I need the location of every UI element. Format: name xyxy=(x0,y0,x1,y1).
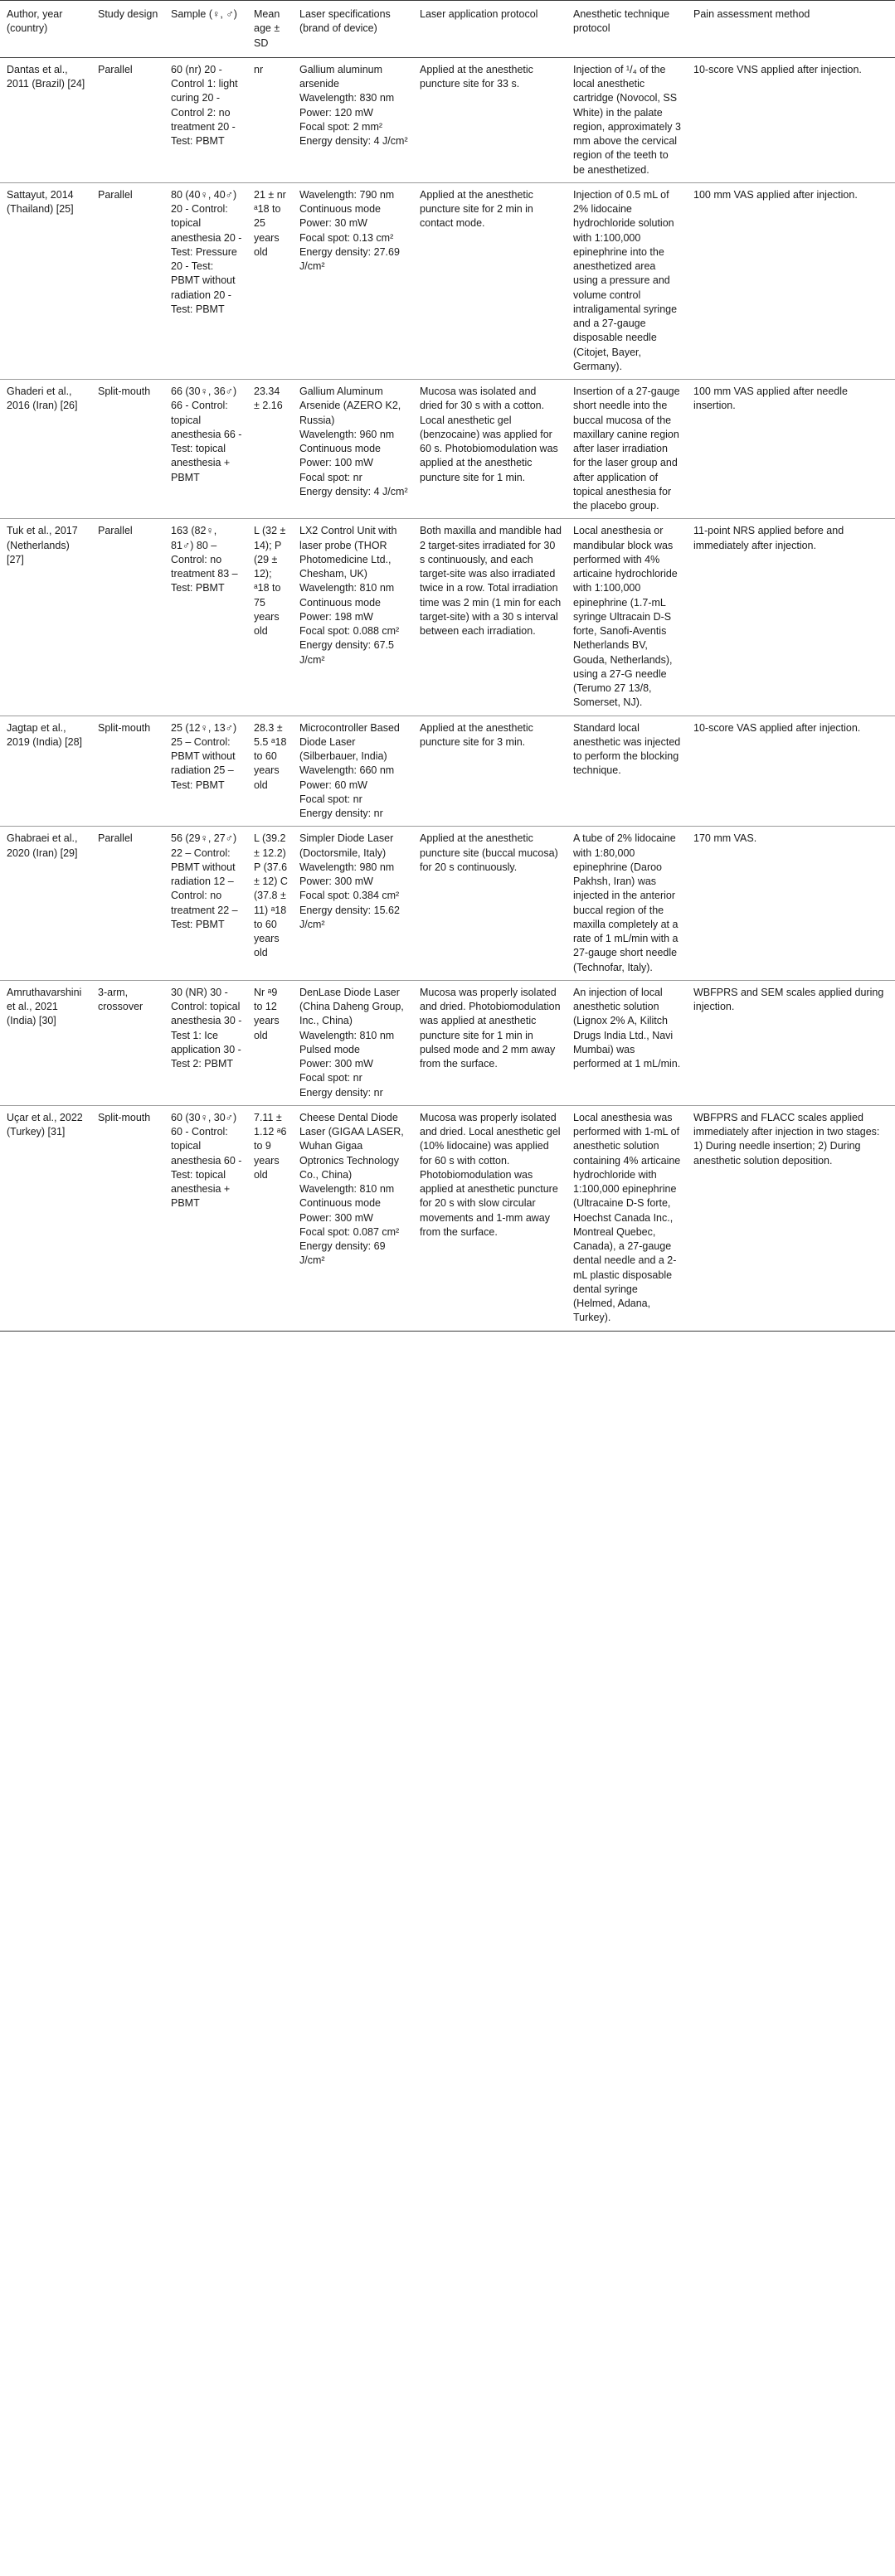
column-header: Sample (♀, ♂) xyxy=(164,1,247,58)
header-row xyxy=(0,1,895,58)
age-cell: L (39.2 ± 12.2) P (37.6 ± 12) C (37.8 ± 11) ᵃ18 to 60 years old xyxy=(247,827,293,981)
laser-line: Continuous mode xyxy=(299,443,381,454)
anesthetic-cell: Injection of ¹/₄ of the local anesthetic cartridge (Novocol, SS White) in the palate region, approximately 3 mm above the cervical region of the teeth to be anesthetized. xyxy=(567,57,687,182)
sample-cell xyxy=(164,380,247,519)
column-header: Mean age ± SD xyxy=(247,1,293,58)
pain-cell: WBFPRS and SEM scales applied during injection. xyxy=(687,980,895,1105)
pain-cell: 100 mm VAS applied after needle insertion. xyxy=(687,380,895,519)
laser-line: Wavelength: 810 nm xyxy=(299,1029,395,1041)
laser-line: Pulsed mode xyxy=(299,1043,360,1055)
anesthetic-cell: Local anesthesia was performed with 1-mL of anesthetic solution containing 4% articaine hydrochloride with 1:100,000 epinephrine (Ultracaine D-S forte, Hoechst Canada Inc., Montreal Quebec, Canada), a 27-gauge dental needle and a 2-mL plastic disposable dental syringe (Helmed, Adana, Turkey). xyxy=(567,1105,687,1331)
laser-line: Energy density: 15.62 J/cm² xyxy=(299,904,400,930)
design-cell: Split-mouth xyxy=(91,1105,164,1331)
sample-line: 60 (30♀, 30♂) 60 - Control: topical anesthesia 60 - Test: topical anesthesia + PBMT xyxy=(171,1111,242,1210)
laser-line: LX2 Control Unit with laser probe (THOR Photomedicine Ltd., Chesham, UK) xyxy=(299,525,397,580)
design-cell: Parallel xyxy=(91,57,164,182)
author-cell: Dantas et al., 2011 (Brazil) [24] xyxy=(0,57,91,182)
laser-line: Wavelength: 960 nm xyxy=(299,428,395,440)
anesthetic-cell: A tube of 2% lidocaine with 1:80,000 epinephrine (Daroo Pakhsh, Iran) was injected in the anterior buccal region of the maxilla completely at a rate of 1 mL/min with a 27-gauge short needle (Technofar, Italy). xyxy=(567,827,687,981)
laser-line: Focal spot: 0.13 cm² xyxy=(299,231,394,244)
laser-line: Continuous mode xyxy=(299,1197,381,1210)
age-cell: nr xyxy=(247,57,293,182)
laser-line: Cheese Dental Diode Laser (GIGAA LASER, Wuhan Gigaa Optronics Technology Co., China) xyxy=(299,1111,404,1181)
laser-line: Power: 30 mW xyxy=(299,217,367,230)
table-row xyxy=(0,827,895,981)
laser-line: Wavelength: 810 nm xyxy=(299,1183,395,1195)
application-cell: Mucosa was properly isolated and dried. Photobiomodulation was applied at anesthetic puncture site for 1 min in pulsed mode and 2 mm away from the surface. xyxy=(413,980,567,1105)
design-cell: Parallel xyxy=(91,182,164,379)
design-cell: Split-mouth xyxy=(91,716,164,827)
application-cell: Applied at the anesthetic puncture site for 2 min in contact mode. xyxy=(413,182,567,379)
sample-line: 25 (12♀, 13♂) 25 – Control: PBMT without radiation 25 – Test: PBMT xyxy=(171,721,237,791)
author-cell: Jagtap et al., 2019 (India) [28] xyxy=(0,716,91,827)
laser-line: Power: 60 mW xyxy=(299,779,367,791)
design-cell: Split-mouth xyxy=(91,380,164,519)
laser-line: DenLase Diode Laser (China Daheng Group, Inc., China) xyxy=(299,986,404,1027)
laser-line: Focal spot: 0.087 cm² xyxy=(299,1225,400,1238)
laser-line: Continuous mode xyxy=(299,203,381,215)
laser-cell xyxy=(293,827,413,981)
laser-line: Energy density: nr xyxy=(299,1086,383,1099)
laser-line: Power: 300 mW xyxy=(299,876,373,887)
sample-line: 60 (nr) 20 - Control 1: light curing 20 - Control 2: no treatment 20 - Test: PBMT xyxy=(171,63,238,147)
age-cell: L (32 ± 14); P (29 ± 12); ᵃ18 to 75 years old xyxy=(247,519,293,716)
application-cell: Applied at the anesthetic puncture site (buccal mucosa) for 20 s continuously. xyxy=(413,827,567,981)
pain-cell: 10-score VAS applied after injection. xyxy=(687,716,895,827)
table-body xyxy=(0,57,895,1331)
sample-cell xyxy=(164,57,247,182)
design-cell: Parallel xyxy=(91,827,164,981)
laser-cell xyxy=(293,519,413,716)
laser-line: Power: 300 mW xyxy=(299,1058,373,1070)
pain-cell: 100 mm VAS applied after injection. xyxy=(687,182,895,379)
anesthetic-cell: Local anesthesia or mandibular block was performed with 4% articaine hydrochloride with 1:100,000 epinephrine (1.7-mL syringe Ultracain D-S forte, Sanofi-Aventis Netherlands BV, Gouda, Netherlands), using a 27-G needle (Terumo 27 13/8, Somerset, NJ). xyxy=(567,519,687,716)
laser-line: Power: 120 mW xyxy=(299,106,373,119)
table-row xyxy=(0,57,895,182)
laser-line: Focal spot: 0.088 cm² xyxy=(299,625,400,637)
laser-line: Power: 198 mW xyxy=(299,610,373,623)
pain-cell: 11-point NRS applied before and immediately after injection. xyxy=(687,519,895,716)
column-header: Laser application protocol xyxy=(413,1,567,58)
anesthetic-cell: Standard local anesthetic was injected to perform the blocking technique. xyxy=(567,716,687,827)
laser-line: Energy density: nr xyxy=(299,808,383,819)
pain-cell: WBFPRS and FLACC scales applied immediately after injection in two stages: 1) During needle insertion; 2) During anesthetic solution deposition. xyxy=(687,1105,895,1331)
laser-cell xyxy=(293,380,413,519)
sample-line: 163 (82♀, 81♂) 80 – Control: no treatment 83 – Test: PBMT xyxy=(171,525,238,594)
table-row xyxy=(0,980,895,1105)
column-header: Laser specifications (brand of device) xyxy=(293,1,413,58)
laser-line: Wavelength: 810 nm xyxy=(299,582,395,594)
author-cell: Sattayut, 2014 (Thailand) [25] xyxy=(0,182,91,379)
laser-cell xyxy=(293,57,413,182)
laser-line: Focal spot: nr xyxy=(299,793,362,805)
laser-line: Energy density: 69 J/cm² xyxy=(299,1240,386,1267)
sample-cell xyxy=(164,980,247,1105)
laser-line: Wavelength: 830 nm xyxy=(299,92,395,104)
application-cell: Both maxilla and mandible had 2 target-sites irradiated for 30 s continuously, and each target-site was also irradiated twice in a row. Total irradiation time was 2 min (1 min for each target-site) with a 30 s interval between each irradiation. xyxy=(413,519,567,716)
laser-line: Gallium aluminum arsenide xyxy=(299,63,383,90)
laser-line: Energy density: 67.5 J/cm² xyxy=(299,639,394,666)
author-cell: Ghabraei et al., 2020 (Iran) [29] xyxy=(0,827,91,981)
anesthetic-cell: Insertion of a 27-gauge short needle into the buccal mucosa of the maxillary canine region after laser irradiation for the laser group and after application of topical anesthesia for the placebo group. xyxy=(567,380,687,519)
application-cell: Mucosa was properly isolated and dried. Local anesthetic gel (10% lidocaine) was applied for 60 s with cotton. Photobiomodulation was applied at anesthetic puncture for 20 s with slow circular movements and 1-mm away from the surface. xyxy=(413,1105,567,1331)
application-cell: Applied at the anesthetic puncture site for 3 min. xyxy=(413,716,567,827)
design-cell: Parallel xyxy=(91,519,164,716)
sample-cell xyxy=(164,519,247,716)
laser-line: Energy density: 4 J/cm² xyxy=(299,135,408,147)
author-cell: Uçar et al., 2022 (Turkey) [31] xyxy=(0,1105,91,1331)
column-header: Author, year (country) xyxy=(0,1,91,58)
column-header: Pain assessment method xyxy=(687,1,895,58)
age-cell: 28.3 ± 5.5 ᵃ18 to 60 years old xyxy=(247,716,293,827)
table-row xyxy=(0,1105,895,1331)
laser-line: Focal spot: 2 mm² xyxy=(299,120,383,133)
laser-cell xyxy=(293,1105,413,1331)
sample-cell xyxy=(164,827,247,981)
sample-line: 80 (40♀, 40♂) 20 - Control: topical anesthesia 20 - Test: Pressure 20 - Test: PBMT without radiation 20 - Test: PBMT xyxy=(171,188,242,315)
sample-cell xyxy=(164,1105,247,1331)
laser-line: Continuous mode xyxy=(299,596,381,609)
column-header: Study design xyxy=(91,1,164,58)
age-cell: 21 ± nr ᵃ18 to 25 years old xyxy=(247,182,293,379)
laser-line: Microcontroller Based Diode Laser (Silberbauer, India) xyxy=(299,721,400,762)
laser-cell xyxy=(293,716,413,827)
laser-line: Wavelength: 790 nm xyxy=(299,188,395,201)
pain-cell: 10-score VNS applied after injection. xyxy=(687,57,895,182)
sample-line: 56 (29♀, 27♂) 22 – Control: PBMT without radiation 12 – Control: no treatment 22 – Test: PBMT xyxy=(171,832,238,930)
author-cell: Tuk et al., 2017 (Netherlands) [27] xyxy=(0,519,91,716)
laser-line: Energy density: 4 J/cm² xyxy=(299,485,408,497)
table-row xyxy=(0,519,895,716)
laser-line: Gallium Aluminum Arsenide (AZERO K2, Russia) xyxy=(299,386,401,426)
laser-line: Focal spot: 0.384 cm² xyxy=(299,890,400,902)
age-cell: 23.34 ± 2.16 xyxy=(247,380,293,519)
laser-line: Simpler Diode Laser (Doctorsmile, Italy) xyxy=(299,832,394,859)
laser-line: Wavelength: 980 nm xyxy=(299,861,395,873)
sample-line: 30 (NR) 30 - Control: topical anesthesia 30 - Test 1: Ice application 30 - Test 2: PBMT xyxy=(171,986,242,1070)
laser-cell xyxy=(293,182,413,379)
column-header: Anesthetic technique protocol xyxy=(567,1,687,58)
laser-line: Focal spot: nr xyxy=(299,1072,362,1084)
author-cell: Ghaderi et al., 2016 (Iran) [26] xyxy=(0,380,91,519)
design-cell: 3-arm, crossover xyxy=(91,980,164,1105)
age-cell: 7.11 ± 1.12 ᵃ6 to 9 years old xyxy=(247,1105,293,1331)
table-row xyxy=(0,182,895,379)
laser-cell xyxy=(293,980,413,1105)
age-cell: Nr ᵃ9 to 12 years old xyxy=(247,980,293,1105)
pain-cell: 170 mm VAS. xyxy=(687,827,895,981)
laser-line: Energy density: 27.69 J/cm² xyxy=(299,245,400,272)
table-header xyxy=(0,1,895,58)
sample-cell xyxy=(164,716,247,827)
author-cell: Amruthavarshini et al., 2021 (India) [30] xyxy=(0,980,91,1105)
sample-line: 66 (30♀, 36♂) 66 - Control: topical anesthesia 66 - Test: topical anesthesia + PBMT xyxy=(171,386,242,483)
laser-line: Power: 100 mW xyxy=(299,457,373,469)
table-row xyxy=(0,380,895,519)
anesthetic-cell: An injection of local anesthetic solution (Lignox 2% A, Kilitch Drugs India Ltd., Navi Mumbai) was performed at 1 mL/min. xyxy=(567,980,687,1105)
application-cell: Applied at the anesthetic puncture site for 33 s. xyxy=(413,57,567,182)
laser-line: Focal spot: nr xyxy=(299,471,362,483)
laser-line: Wavelength: 660 nm xyxy=(299,764,395,777)
table-row xyxy=(0,716,895,827)
sample-cell xyxy=(164,182,247,379)
anesthetic-cell: Injection of 0.5 mL of 2% lidocaine hydrochloride solution with 1:100,000 epinephrine into the anesthetized area using a pressure and volume control intraligamental syringe and a 27-gauge disposable needle (Citojet, Bayer, Germany). xyxy=(567,182,687,379)
laser-line: Power: 300 mW xyxy=(299,1211,373,1224)
application-cell: Mucosa was isolated and dried for 30 s with a cotton. Local anesthetic gel (benzocaine) was applied for 60 s. Photobiomodulation was applied at the anesthetic puncture site for 1 min. xyxy=(413,380,567,519)
